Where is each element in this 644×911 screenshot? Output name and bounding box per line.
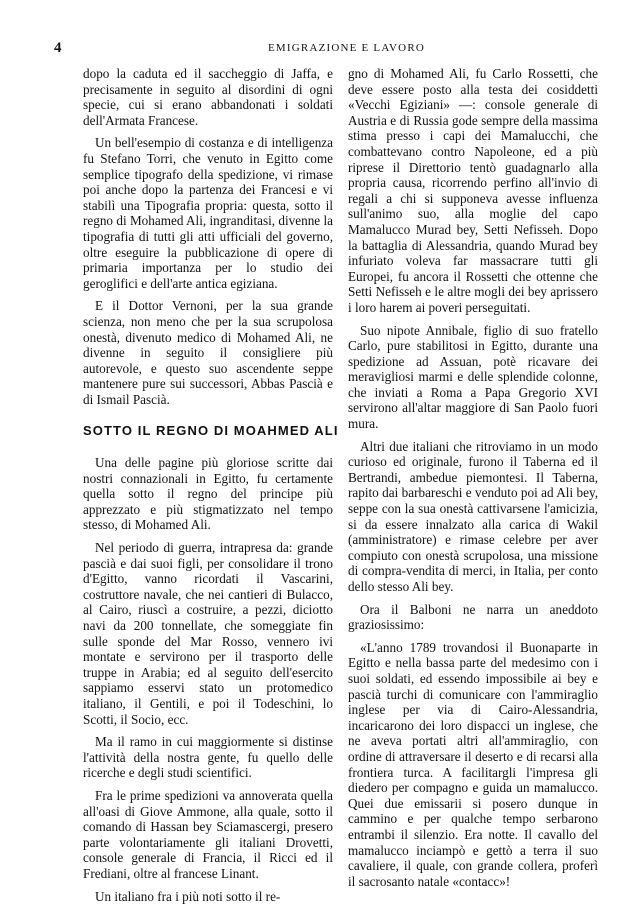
paragraph: Un bell'esempio di costanza e di intelligenza fu Stefano Torri, che venuto in Egitto come semplice tipografo della spedizione, vi rimase poi anche dopo la partenza dei Francesi e vi stabilì una Tipografia propria: questa, sotto il regno di Mohamed Ali, ingranditasi, divenne la tipografia di tutti gli atti ufficiali del governo, oltre eseguire la pubblicazione di opere di primaria importanza per lo studio dei geroglifici e dell'arte antica egiziana.	[83, 135, 333, 291]
paragraph: Ora il Balboni ne narra un aneddoto graziosissimo:	[348, 601, 598, 633]
paragraph: Altri due italiani che ritroviamo in un modo curioso ed originale, furono il Taberna ed il Bertrandi, ambedue piemontesi. Il Taberna, rapito dai barbareschi e venduto poi ad Ali bey, seppe con la sua onestà cattivarsene l'amicizia, si da essere innalzato alla carica di Wakil (amministratore) e rimase celebre per aver compiuto con onestà scrupolosa, una missione di compra-vendita di merci, in Italia, per conto dello stesso Ali bey.	[348, 438, 598, 594]
paragraph: Un italiano fra i più noti sotto il re-	[95, 888, 281, 904]
paragraph: E il Dottor Vernoni, per la sua grande scienza, non meno che per la sua scrupolosa onestà, divenuto medico di Mohamed Ali, ne divenne in seguito il consigliere più autorevole, e questo suo ascendente seppe mantenere pure sui successori, Abbas Pascià e di Ismail Pascià.	[83, 298, 333, 407]
paragraph: Suo nipote Annibale, figlio di suo fratello Carlo, pure stabilitosi in Egitto, durante una spedizione ad Assuan, potè ricavare dei meravigliosi marmi e delle splendide colonne, che inviati a Roma a Papa Gregorio XVI servirono all'altar maggiore di San Paolo fuori mura.	[348, 322, 598, 432]
paragraph: Fra le prime spedizioni va annoverata quella all'oasi di Giove Ammone, alla quale, sotto il comando di Hassan bey Sciamascergi, presero parte volontariamente gli italiani Drovetti, console generale di Francia, il Ricci ed il Frediani, oltre al francese Linant.	[83, 787, 333, 881]
left-column	[83, 66, 339, 911]
paragraph: dopo la caduta ed il saccheggio di Jaffa, e precisamente in seguito al disordini di ogni specie, cui si erano abbandonati i soldati dell'Armata Francese.	[83, 66, 333, 128]
running-head: EMIGRAZIONE E LAVORO	[268, 42, 426, 54]
paragraph: Ma il ramo in cui maggiormente si distinse l'attività della nostra gente, fu quello delle ricerche e degli studi scientifici.	[83, 734, 333, 781]
paragraph: Nel periodo di guerra, intrapresa da: grande pascià e dai suoi figli, per consolidare il trono d'Egitto, vanno ricordati il Vascarini, costruttore navale, che nei cantieri di Bulacco, al Cairo, riuscì a costruire, a pezzi, diciotto navi da 200 tonnellate, che someggiate fin sulle sponde del Mar Rosso, vennero ivi montate e servirono per il trasporto delle truppe in Arabia; ed al seguito dell'esercito sappiamo esservi stato un protomedico italiano, il Gentili, e poi il Todeschini, lo Scotti, il Socio, ecc.	[83, 540, 333, 727]
paragraph: «L'anno 1789 trovandosi il Buonaparte in Egitto e nella bassa parte del medesimo con i suoi soldati, ed essendo impossibile ai bey e pascià turchi di comunicare con l'ammiraglio inglese per via di Cairo-Alessandria, incaricarono dei loro dispacci un inglese, che ne aveva portati altri all'ammiraglio, con ordine di attraversare il deserto e di recarsi alla frontiera turca. A facilitargli l'impresa gli diedero per compagno e guida un mamalucco. Quei due emissarii si posero dunque in cammino e per qualche tempo serbarono entrambi il silenzio. Era notte. Il cavallo del mamalucco inciampò e gettò a terra il suo cavaliere, il quale, con grande collera, proferì il sacrosanto natale «contacc»!	[348, 639, 598, 889]
section-heading: SOTTO IL REGNO DI MOAHMED ALI	[83, 423, 339, 439]
right-column	[348, 66, 598, 896]
paragraph: Una delle pagine più gloriose scritte dai nostri connazionali in Egitto, fu certamente quella sotto il regno del principe più apprezzato e più stigmatizzato nel tempo stesso, di Mohamed Ali.	[83, 455, 333, 533]
page-number: 4	[54, 40, 62, 56]
paragraph: gno di Mohamed Ali, fu Carlo Rossetti, che deve essere posto alla testa dei cosiddetti «Vecchi Egiziani» —: console generale di Austria e di Russia gode sempre della massima stima presso i capi dei Mamalucchi, che combattevano contro Napoleone, ed a più riprese il Direttorio tentò guadagnarlo alla propria causa, ricorrendo perfino all'invio di regali a chi si supponeva avesse influenza sull'animo suo, alla moglie del capo Mamalucco Murad bey, Setti Nefisseh. Dopo la battaglia di Alessandria, quando Murad bey infuriato voleva far massacrare tutti gli Europei, fu ancora il Rossetti che ottenne che Setti Nefisseh e le altre mogli dei bey aprissero i loro harem ai poveri perseguitati.	[348, 66, 598, 315]
